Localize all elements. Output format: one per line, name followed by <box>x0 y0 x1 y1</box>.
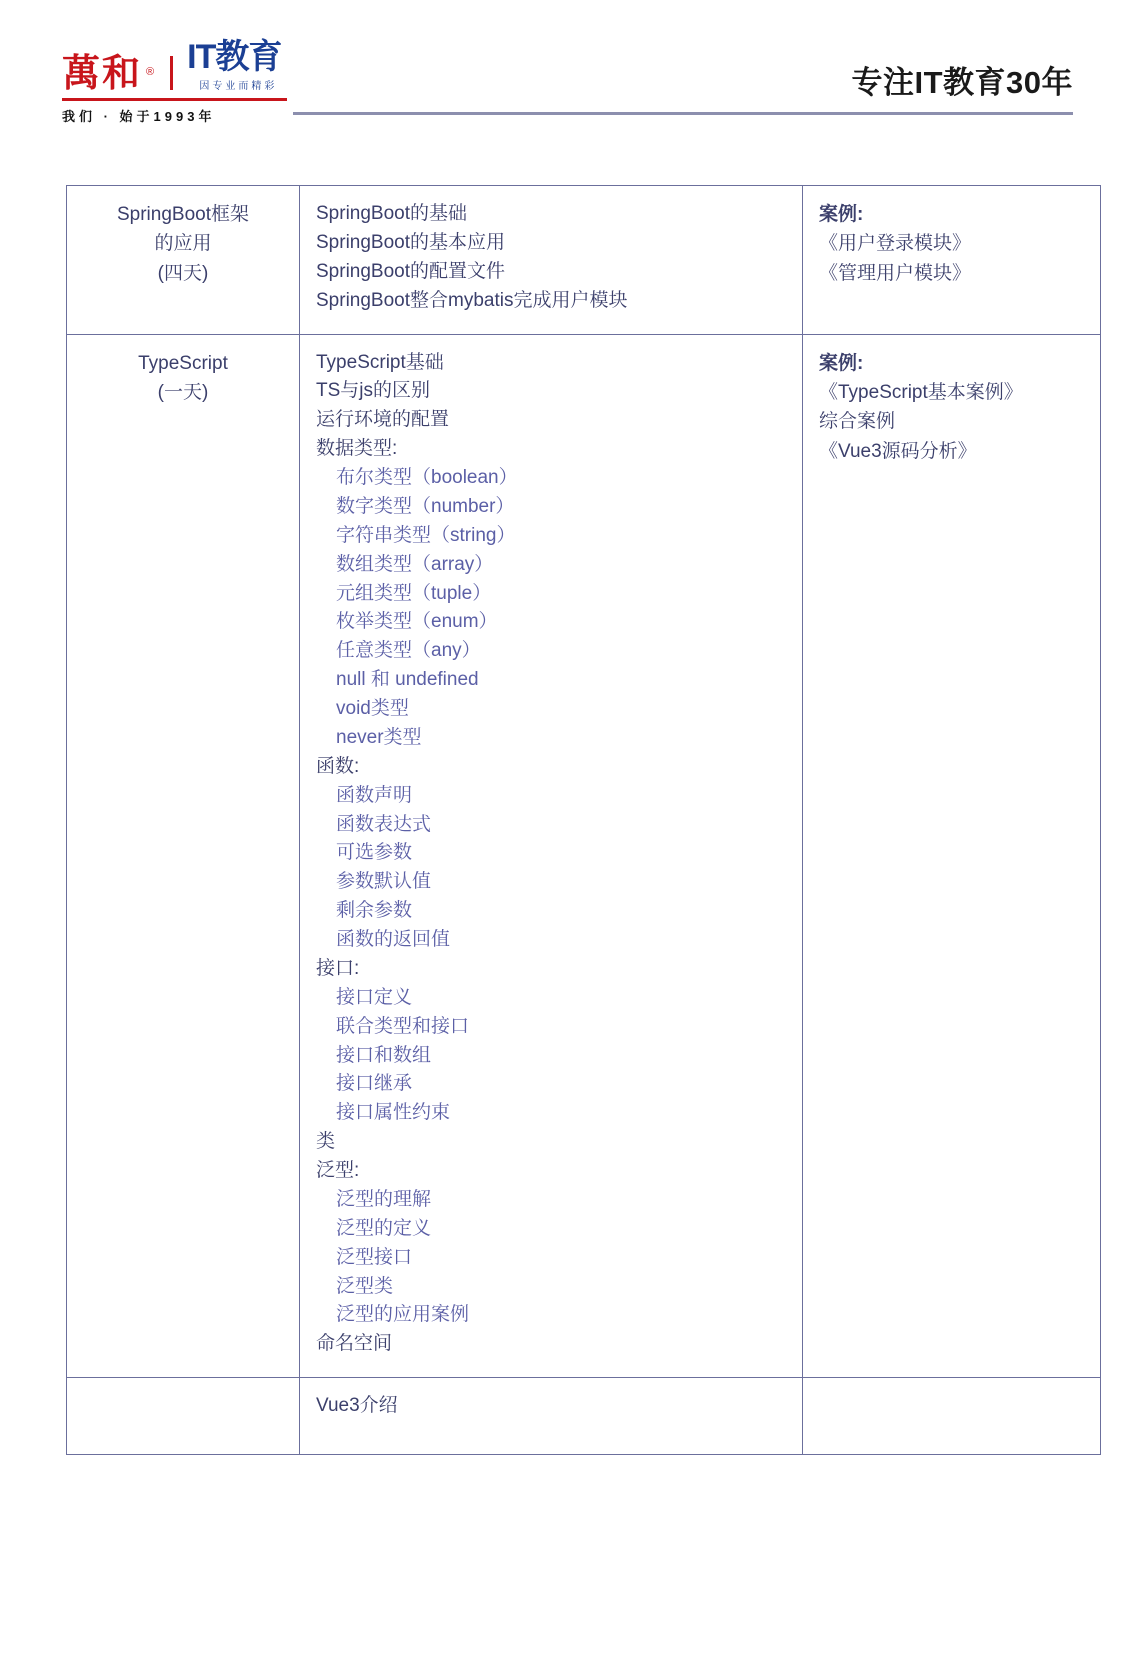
content-subline: 泛型的应用案例 <box>336 1304 470 1326</box>
page-header <box>0 0 1133 140</box>
table-row <box>67 334 1101 1378</box>
content-line: SpringBoot的配置文件 <box>316 260 506 282</box>
content-line: 类 <box>316 1131 336 1153</box>
content-subline: 泛型类 <box>336 1275 394 1297</box>
content-subline: 泛型的理解 <box>336 1188 432 1210</box>
content-line: SpringBoot整合mybatis完成用户模块 <box>316 289 628 311</box>
content-subline: 数字类型（number） <box>336 495 515 517</box>
case-title: 案例: <box>819 352 864 374</box>
topic-line: TypeScript <box>138 352 228 374</box>
content-line: SpringBoot的基本应用 <box>316 231 506 253</box>
content-subline: 泛型接口 <box>336 1246 413 1268</box>
header-right <box>293 40 1073 115</box>
content-subline: 枚举类型（enum） <box>336 611 498 633</box>
content-subline: 参数默认值 <box>336 871 432 893</box>
content-subline: 数组类型（array） <box>336 553 494 575</box>
logo-row <box>62 38 293 95</box>
syllabus-table-wrap <box>0 140 1133 1455</box>
content-subline: void类型 <box>336 698 409 719</box>
content-line: 接口: <box>316 957 360 979</box>
page-title: 专注IT教育30年 <box>851 65 1073 100</box>
case-item: 《Vue3源码分析》 <box>819 440 977 462</box>
content-line: 命名空间 <box>316 1333 393 1355</box>
topic-line: 的应用 <box>154 233 212 255</box>
syllabus-table <box>66 185 1101 1455</box>
content-line: TS与js的区别 <box>316 380 431 402</box>
topic-line: (一天) <box>157 381 209 403</box>
content-line: SpringBoot的基础 <box>316 203 468 224</box>
content-subline: 接口属性约束 <box>336 1102 451 1124</box>
content-subline: 可选参数 <box>336 842 413 864</box>
table-row <box>67 186 1101 335</box>
topic-line: (四天) <box>157 262 209 284</box>
table-row <box>67 1378 1101 1455</box>
cell-case <box>803 334 1101 1378</box>
content-subline: 接口和数组 <box>336 1044 432 1066</box>
logo-it-text: IT教育 <box>187 38 282 76</box>
logo-chinese-name: 萬和 <box>62 50 143 95</box>
cell-content <box>300 1378 803 1455</box>
content-subline: 联合类型和接口 <box>336 1015 470 1037</box>
content-line: 泛型: <box>316 1160 360 1181</box>
logo-subtitle: 因专业而精彩 <box>199 81 278 92</box>
brand-logo <box>40 40 293 125</box>
case-item: 《管理用户模块》 <box>819 262 972 284</box>
content-subline: 接口定义 <box>336 986 413 1008</box>
case-item: 《用户登录模块》 <box>819 233 972 255</box>
cell-case <box>803 186 1101 335</box>
topic-line: SpringBoot框架 <box>116 204 249 225</box>
content-subline: 函数的返回值 <box>336 929 451 950</box>
cell-case <box>803 1378 1101 1455</box>
case-title: 案例: <box>819 204 864 225</box>
registered-mark-icon: ® <box>146 66 155 78</box>
content-subline: 元组类型（tuple） <box>336 582 492 604</box>
logo-slogan: 我们 · 始于1993年 <box>62 109 216 124</box>
cell-topic <box>67 1378 300 1455</box>
content-subline: 泛型的定义 <box>336 1217 432 1239</box>
content-subline: 布尔类型（boolean） <box>336 467 518 488</box>
content-subline: 函数表达式 <box>336 813 432 835</box>
case-item: 《TypeScript基本案例》 <box>819 381 1023 403</box>
case-item: 综合案例 <box>819 411 896 433</box>
cell-topic <box>67 334 300 1378</box>
content-line: 数据类型: <box>316 438 398 460</box>
content-line: Vue3介绍 <box>316 1395 398 1417</box>
content-subline: 字符串类型（string） <box>336 524 516 546</box>
logo-divider <box>170 56 173 90</box>
logo-underline <box>62 98 287 101</box>
content-line: 函数: <box>316 755 360 777</box>
content-line: 运行环境的配置 <box>316 409 450 431</box>
content-subline: null 和 undefined <box>336 669 479 691</box>
content-subline: 接口继承 <box>336 1073 413 1095</box>
content-subline: 剩余参数 <box>336 900 413 922</box>
content-line: TypeScript基础 <box>316 351 444 373</box>
content-subline: never类型 <box>336 726 422 748</box>
cell-content <box>300 334 803 1378</box>
cell-topic <box>67 186 300 335</box>
content-subline: 任意类型（any） <box>336 640 481 662</box>
content-subline: 函数声明 <box>336 784 413 806</box>
header-rule <box>293 112 1073 115</box>
cell-content <box>300 186 803 335</box>
